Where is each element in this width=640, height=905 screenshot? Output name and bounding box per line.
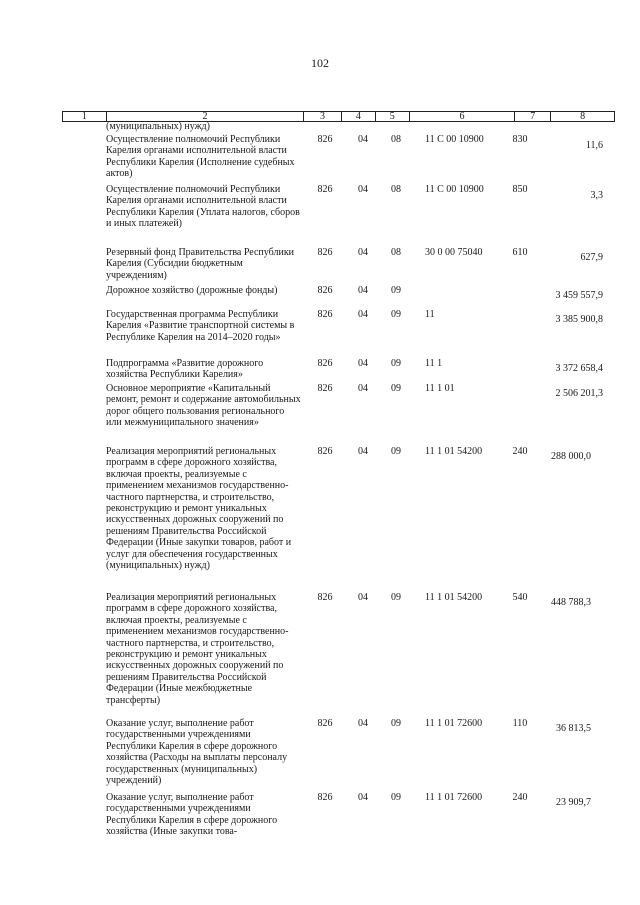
row-grbs: 826 bbox=[317, 592, 333, 603]
row-grbs: 826 bbox=[317, 446, 333, 457]
row-vr: 850 bbox=[512, 184, 528, 195]
row-csr: 11 1 01 54200 bbox=[425, 592, 483, 603]
row-pr: 09 bbox=[391, 383, 401, 394]
row-name: Осуществление полномочий Республики Карелия органами исполнительной власти Республики Карелия (Уплата налогов, сборов и иных платежей) bbox=[106, 184, 300, 230]
row-csr: 11 1 bbox=[425, 358, 443, 369]
row-csr: 11 1 01 72600 bbox=[425, 718, 483, 729]
row-grbs: 826 bbox=[317, 134, 333, 145]
page-number: 102 bbox=[311, 56, 329, 70]
row-sum: 3 459 557,9 bbox=[555, 290, 603, 301]
row-rz: 04 bbox=[358, 446, 368, 457]
row-csr: 11 bbox=[425, 309, 435, 320]
row-sum: 288 000,0 bbox=[551, 451, 591, 462]
row-vr: 830 bbox=[512, 134, 528, 145]
row-csr: 11 1 01 72600 bbox=[425, 792, 483, 803]
row-rz: 04 bbox=[358, 285, 368, 296]
row-csr: 11 С 00 10900 bbox=[425, 184, 484, 195]
row-name: (муниципальных) нужд) bbox=[106, 121, 210, 132]
row-csr: 11 С 00 10900 bbox=[425, 134, 484, 145]
header-col-1: 1 bbox=[63, 112, 107, 121]
row-pr: 09 bbox=[391, 309, 401, 320]
row-pr: 08 bbox=[391, 184, 401, 195]
row-vr: 110 bbox=[512, 718, 528, 729]
header-col-5: 5 bbox=[376, 112, 410, 121]
row-rz: 04 bbox=[358, 592, 368, 603]
row-rz: 04 bbox=[358, 134, 368, 145]
row-vr: 240 bbox=[512, 446, 528, 457]
row-pr: 09 bbox=[391, 592, 401, 603]
header-col-2: 2 bbox=[107, 112, 304, 121]
row-rz: 04 bbox=[358, 792, 368, 803]
row-pr: 09 bbox=[391, 718, 401, 729]
row-pr: 09 bbox=[391, 792, 401, 803]
row-name: Дорожное хозяйство (дорожные фонды) bbox=[106, 285, 278, 296]
row-name: Реализация мероприятий региональных программ в сфере дорожного хозяйства, включая проекты, реализуемые с применением механизмов государственно-частного партнерства, и строительство, реконструкцию и ремонт уникальных искусственных дорожных сооружений по решениям Правительства Российской Федерации (Иные межбюджетные трансферты) bbox=[106, 592, 289, 706]
header-col-4: 4 bbox=[342, 112, 376, 121]
row-pr: 09 bbox=[391, 446, 401, 457]
row-grbs: 826 bbox=[317, 247, 333, 258]
row-rz: 04 bbox=[358, 718, 368, 729]
row-rz: 04 bbox=[358, 184, 368, 195]
row-vr: 240 bbox=[512, 792, 528, 803]
row-grbs: 826 bbox=[317, 285, 333, 296]
row-name: Подпрограмма «Развитие дорожного хозяйства Республики Карелия» bbox=[106, 358, 264, 381]
row-name: Основное мероприятие «Капитальный ремонт, ремонт и содержание автомобильных дорог общего пользования регионального или межмуниципального значения» bbox=[106, 383, 301, 429]
row-pr: 08 bbox=[391, 247, 401, 258]
row-rz: 04 bbox=[358, 247, 368, 258]
row-sum: 11,6 bbox=[585, 140, 603, 151]
header-col-8: 8 bbox=[580, 111, 586, 122]
row-grbs: 826 bbox=[317, 309, 333, 320]
row-csr: 11 1 01 bbox=[425, 383, 455, 394]
row-rz: 04 bbox=[358, 309, 368, 320]
row-sum: 627,9 bbox=[580, 252, 603, 263]
row-sum: 23 909,7 bbox=[556, 797, 591, 808]
row-pr: 09 bbox=[391, 358, 401, 369]
row-sum: 448 788,3 bbox=[551, 597, 591, 608]
row-csr: 30 0 00 75040 bbox=[425, 247, 483, 258]
row-csr: 11 1 01 54200 bbox=[425, 446, 483, 457]
row-name: Оказание услуг, выполнение работ государственными учреждениями Республики Карелия в сфере дорожного хозяйства (Иные закупки това- bbox=[106, 792, 278, 838]
row-name: Резервный фонд Правительства Республики Карелия (Субсидии бюджетным учреждениям) bbox=[106, 247, 295, 281]
row-grbs: 826 bbox=[317, 792, 333, 803]
row-name: Оказание услуг, выполнение работ государственными учреждениями Республики Карелия в сфере дорожного хозяйства (Расходы на выплаты персоналу государственных (муниципальных) учреждений) bbox=[106, 718, 288, 787]
row-sum: 3 385 900,8 bbox=[555, 314, 603, 325]
row-vr: 610 bbox=[512, 247, 528, 258]
header-col-6: 6 bbox=[410, 112, 516, 121]
row-name: Государственная программа Республики Карелия «Развитие транспортной системы в Республике Карелия на 2014–2020 годы» bbox=[106, 309, 295, 343]
row-rz: 04 bbox=[358, 383, 368, 394]
row-vr: 540 bbox=[512, 592, 528, 603]
row-sum: 36 813,5 bbox=[556, 723, 591, 734]
row-pr: 09 bbox=[391, 285, 401, 296]
row-grbs: 826 bbox=[317, 184, 333, 195]
header-col-3: 3 bbox=[304, 112, 342, 121]
row-sum: 2 506 201,3 bbox=[555, 388, 603, 399]
row-sum: 3,3 bbox=[590, 190, 603, 201]
row-sum: 3 372 658,4 bbox=[555, 363, 603, 374]
row-grbs: 826 bbox=[317, 358, 333, 369]
row-grbs: 826 bbox=[317, 383, 333, 394]
row-grbs: 826 bbox=[317, 718, 333, 729]
row-name: Осуществление полномочий Республики Карелия органами исполнительной власти Республики Карелия (Исполнение судебных актов) bbox=[106, 134, 295, 180]
row-name: Реализация мероприятий региональных программ в сфере дорожного хозяйства, включая проекты, реализуемые с применением механизмов государственно-частного партнерства, и строительство, реконструкцию и ремонт уникальных искусственных дорожных сооружений по решениям Правительства Российской Федерации (Иные закупки товаров, работ и услуг для обеспечения государственных (муниципальных) нужд) bbox=[106, 446, 292, 572]
header-col-7: 7 bbox=[515, 112, 551, 121]
row-pr: 08 bbox=[391, 134, 401, 145]
row-rz: 04 bbox=[358, 358, 368, 369]
